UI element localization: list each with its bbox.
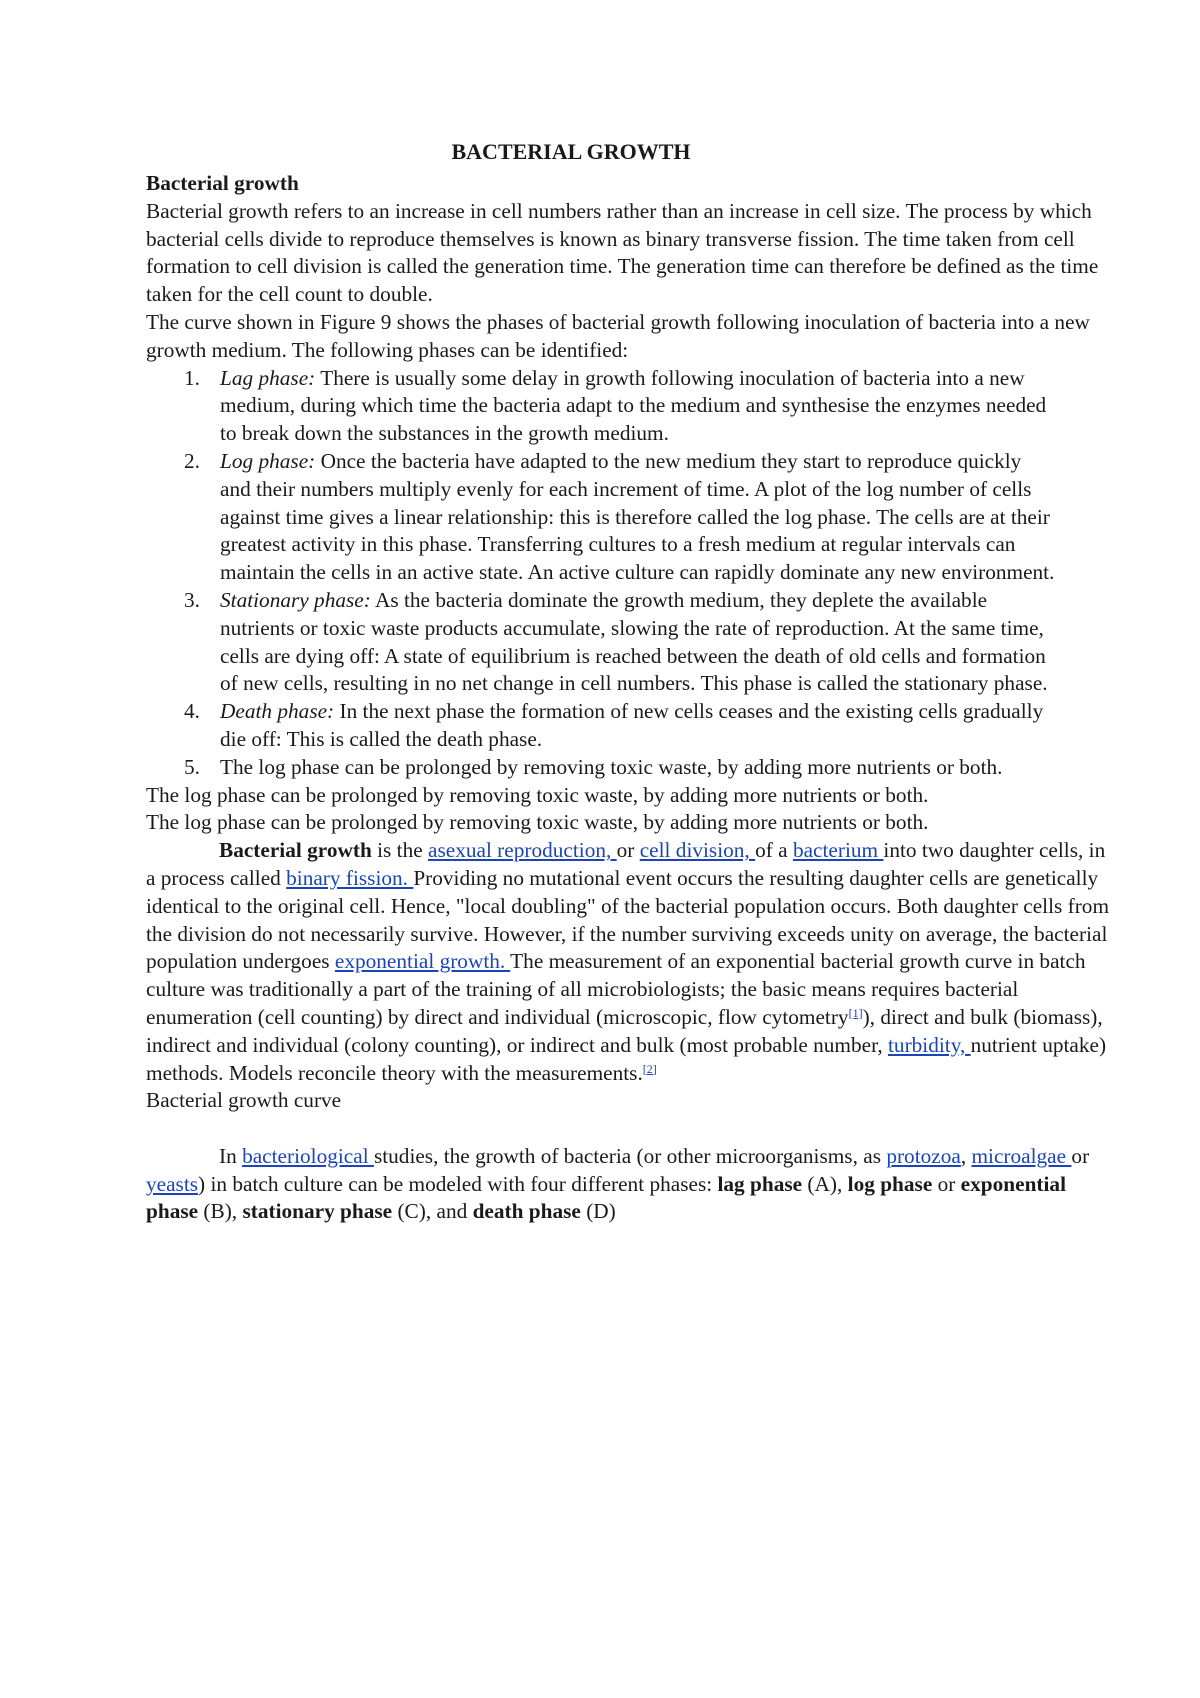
blank-line [146,1115,1116,1143]
text-run: (C), and [392,1199,473,1224]
phase-text: There is usually some delay in growth following inoculation of bacteria into a new medium, during which time the bacteria adapt to the medium and synthesise the enzymes needed to break down the substances in the growth medium. [220,365,1047,446]
text-run: In [219,1143,243,1168]
repeated-line: The log phase can be prolonged by removing toxic waste, by adding more nutrients or both. [146,782,929,807]
link-cell-division[interactable]: cell division, [639,838,756,863]
section-heading: Bacterial growth [146,171,299,195]
link-microalgae[interactable]: microalgae [971,1143,1072,1168]
text-run: into two daughter cells, in a process called [146,838,1106,890]
intro-paragraph-2: The curve shown in Figure 9 shows the phases of bacterial growth following inoculation of bacteria into a new growth medium. The following phases can be identified: [146,309,1090,362]
phase-text: In the next phase the formation of new cells ceases and the existing cells gradually die off: This is called the death phase. [220,699,1044,751]
bold-term: log phase [847,1171,933,1196]
text-run: is the [371,838,428,863]
phases-list [146,365,1116,782]
phase-text: As the bacteria dominate the growth medium, they deplete the available nutrients or toxic waste products accumulate, slowing the rate of reproduction. At the same time, cells are dying off: A state of equilibrium is reached between the death of old cells and formation of new cells, resulting in no net change in cell numbers. This phase is called the stationary phase. [220,587,1048,696]
phase-term: Stationary phase: [220,587,371,612]
document-title: BACTERIAL GROWTH [451,139,691,164]
text-run: nutrient uptake) methods. Models reconcile theory with the measurements. [146,1032,1107,1085]
phase-text: Once the bacteria have adapted to the new medium they start to reproduce quickly and their numbers multiply evenly for each increment of time. A plot of the log number of cells against time gives a linear relationship: this is therefore called the log phase. The cells are at their greatest activity in this phase. Transferring cultures to a fresh medium at regular intervals can maintain the cells in an active state. An active culture can rapidly dominate any new environment. [220,448,1055,585]
document-page [146,138,1116,1226]
text-run: or [1071,1143,1090,1168]
phase-term: Lag phase: [220,365,316,390]
intro-paragraph-1: Bacterial growth refers to an increase in cell numbers rather than an increase in cell size. The process by which bacterial cells divide to reproduce themselves is known as binary transverse fission. The time taken from cell formation to cell division is called the generation time. The generation time can therefore be defined as the time taken for the cell count to double. [146,198,1099,307]
bold-term: stationary phase [242,1199,393,1224]
list-item [146,754,1200,782]
text-run: ) in batch culture can be modeled with four different phases: [198,1171,718,1196]
text-run: or [932,1171,961,1196]
phase-text: The log phase can be prolonged by removing toxic waste, by adding more nutrients or both. [220,754,1003,779]
list-number: 2. [184,448,200,473]
bold-term: death phase [472,1199,581,1224]
link-protozoa[interactable]: protozoa [886,1143,961,1168]
text-run: of a [755,838,793,863]
reference-2[interactable] [643,1062,657,1076]
text-run: or [616,838,640,863]
list-item [146,587,1055,698]
text-run: (B), [198,1199,243,1224]
phases-paragraph [146,1143,1116,1226]
link-exponential-growth[interactable]: exponential growth. [334,949,511,974]
curve-heading: Bacterial growth curve [146,1088,342,1113]
text-run: Providing no mutational event occurs the resulting daughter cells are genetically identical to the original cell. Hence, "local doubling" of the bacterial population occurs. Both daughter cells from the division do not necessarily survive. However, if the number surviving exceeds unity on average, the bacterial population undergoes [146,865,1110,974]
text-run: (A), [802,1171,848,1196]
list-number: 5. [184,754,200,779]
list-item [146,698,1055,754]
link-turbidity[interactable]: turbidity, [888,1032,971,1057]
reference-1[interactable] [849,1006,863,1020]
link-asexual-reproduction[interactable]: asexual reproduction, [428,838,617,863]
list-number: 1. [184,365,200,390]
text-run: ), direct and bulk (biomass), indirect and individual (colony counting), or indirect and bulk (most probable number, [146,1004,1103,1057]
growth-paragraph [146,837,1116,1087]
repeated-line: The log phase can be prolonged by removing toxic waste, by adding more nutrients or both. [146,810,929,835]
bold-term: lag phase [717,1171,803,1196]
reference-link[interactable]: [2] [642,1061,657,1076]
list-number: 4. [184,699,200,724]
list-item [146,365,1055,448]
phase-term: Log phase: [220,448,316,473]
bold-term: exponential phase [146,1171,1066,1224]
bold-term: Bacterial growth [219,838,372,863]
link-bacterium[interactable]: bacterium [792,838,884,863]
link-yeasts[interactable]: yeasts [146,1171,199,1196]
reference-link[interactable]: [1] [848,1005,863,1020]
text-run: studies, the growth of bacteria (or other microorganisms, as [373,1143,887,1168]
list-item [146,448,1055,587]
text-run: (D) [580,1199,616,1224]
text-run: , [960,1143,972,1168]
list-number: 3. [184,587,200,612]
text-run: The measurement of an exponential bacterial growth curve in batch culture was traditionally a part of the training of all microbiologists; the basic means requires bacterial enumeration (cell counting) by direct and individual (microscopic, flow cytometry [146,949,1086,1029]
phase-term: Death phase: [220,699,335,724]
link-binary-fission[interactable]: binary fission. [286,865,414,890]
link-bacteriological[interactable]: bacteriological [242,1143,374,1168]
